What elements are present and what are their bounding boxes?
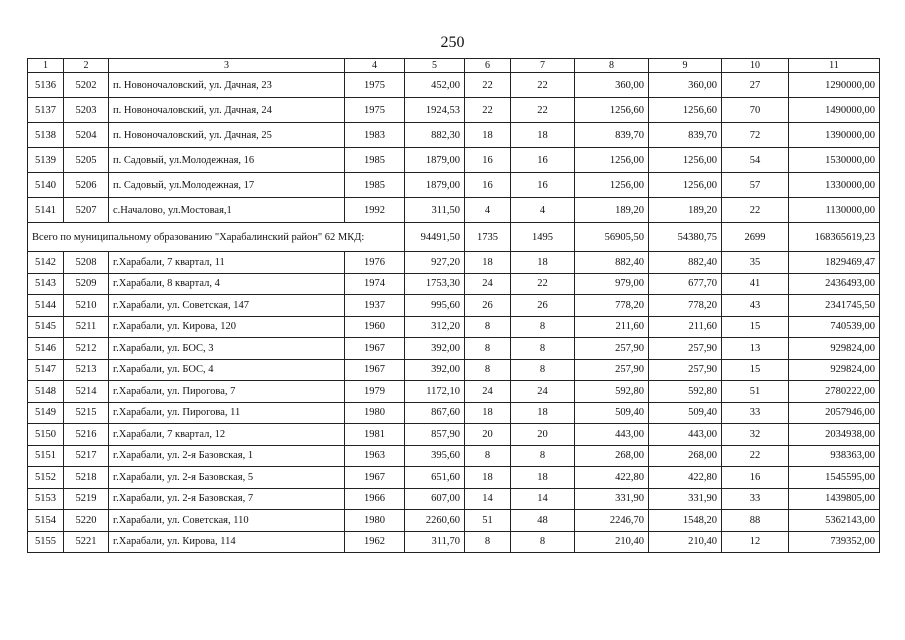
code-cell: 5212 — [64, 338, 109, 360]
residents-cell: 12 — [722, 531, 789, 553]
header-cell-4: 4 — [345, 59, 405, 73]
row-number-cell: 5147 — [28, 359, 64, 381]
residents-cell: 51 — [722, 381, 789, 403]
col-7-cell: 22 — [511, 98, 575, 123]
area-total-cell: 927,20 — [405, 252, 465, 274]
table-row — [28, 148, 880, 173]
address-cell: г.Харабали, 7 квартал, 12 — [109, 424, 345, 446]
code-cell: 5215 — [64, 402, 109, 424]
area-total-cell: 995,60 — [405, 295, 465, 317]
code-cell: 5210 — [64, 295, 109, 317]
residents-cell: 41 — [722, 273, 789, 295]
table-row — [28, 359, 880, 381]
row-number-cell: 5139 — [28, 148, 64, 173]
address-cell: г.Харабали, ул. БОС, 4 — [109, 359, 345, 381]
area-living-cell: 882,40 — [575, 252, 649, 274]
residents-cell: 22 — [722, 198, 789, 223]
total-col-7-cell: 1495 — [511, 223, 575, 252]
address-cell: г.Харабали, ул. Советская, 110 — [109, 510, 345, 532]
area-8-cell: 677,70 — [649, 273, 722, 295]
year-cell: 1967 — [345, 359, 405, 381]
area-total-cell: 395,60 — [405, 445, 465, 467]
area-total-cell: 651,60 — [405, 467, 465, 489]
address-cell: г.Харабали, ул. Пирогова, 11 — [109, 402, 345, 424]
col-7-cell: 8 — [511, 531, 575, 553]
address-cell: г.Харабали, ул. Кирова, 120 — [109, 316, 345, 338]
row-number-cell: 5151 — [28, 445, 64, 467]
col-6-cell: 18 — [465, 402, 511, 424]
area-living-cell: 509,40 — [575, 402, 649, 424]
header-cell-2: 2 — [64, 59, 109, 73]
col-6-cell: 8 — [465, 359, 511, 381]
col-7-cell: 26 — [511, 295, 575, 317]
address-cell: п. Новоночаловский, ул. Дачная, 25 — [109, 123, 345, 148]
amount-cell: 739352,00 — [789, 531, 880, 553]
area-8-cell: 1256,00 — [649, 148, 722, 173]
total-col-6-cell: 1735 — [465, 223, 511, 252]
area-8-cell: 1256,60 — [649, 98, 722, 123]
header-cell-5: 5 — [405, 59, 465, 73]
area-8-cell: 189,20 — [649, 198, 722, 223]
residents-cell: 33 — [722, 488, 789, 510]
address-cell: с.Началово, ул.Мостовая,1 — [109, 198, 345, 223]
year-cell: 1975 — [345, 98, 405, 123]
area-8-cell: 211,60 — [649, 316, 722, 338]
area-living-cell: 592,80 — [575, 381, 649, 403]
row-number-cell: 5145 — [28, 316, 64, 338]
total-label: Всего по муниципальному образованию "Харабалинский район" 62 МКД: — [28, 223, 405, 252]
area-8-cell: 443,00 — [649, 424, 722, 446]
area-8-cell: 331,90 — [649, 488, 722, 510]
col-7-cell: 20 — [511, 424, 575, 446]
table-row — [28, 198, 880, 223]
col-7-cell: 18 — [511, 467, 575, 489]
col-6-cell: 14 — [465, 488, 511, 510]
col-7-cell: 8 — [511, 445, 575, 467]
table-row — [28, 445, 880, 467]
address-cell: г.Харабали, 7 квартал, 11 — [109, 252, 345, 274]
table-row — [28, 295, 880, 317]
row-number-cell: 5140 — [28, 173, 64, 198]
col-7-cell: 16 — [511, 173, 575, 198]
total-area-total-cell: 94491,50 — [405, 223, 465, 252]
address-cell: г.Харабали, ул. Советская, 147 — [109, 295, 345, 317]
area-living-cell: 360,00 — [575, 73, 649, 98]
address-cell: г.Харабали, ул. Пирогова, 7 — [109, 381, 345, 403]
col-7-cell: 48 — [511, 510, 575, 532]
area-8-cell: 882,40 — [649, 252, 722, 274]
area-living-cell: 778,20 — [575, 295, 649, 317]
area-total-cell: 1924,53 — [405, 98, 465, 123]
code-cell: 5219 — [64, 488, 109, 510]
table-row — [28, 316, 880, 338]
area-total-cell: 311,50 — [405, 198, 465, 223]
code-cell: 5211 — [64, 316, 109, 338]
amount-cell: 1545595,00 — [789, 467, 880, 489]
code-cell: 5218 — [64, 467, 109, 489]
code-cell: 5217 — [64, 445, 109, 467]
year-cell: 1960 — [345, 316, 405, 338]
housing-register-table — [27, 58, 880, 553]
code-cell: 5209 — [64, 273, 109, 295]
amount-cell: 2057946,00 — [789, 402, 880, 424]
col-6-cell: 18 — [465, 467, 511, 489]
row-number-cell: 5155 — [28, 531, 64, 553]
address-cell: г.Харабали, ул. БОС, 3 — [109, 338, 345, 360]
residents-cell: 54 — [722, 148, 789, 173]
code-cell: 5205 — [64, 148, 109, 173]
area-living-cell: 189,20 — [575, 198, 649, 223]
area-living-cell: 257,90 — [575, 359, 649, 381]
area-total-cell: 1172,10 — [405, 381, 465, 403]
amount-cell: 740539,00 — [789, 316, 880, 338]
col-7-cell: 16 — [511, 148, 575, 173]
total-area-8-cell: 54380,75 — [649, 223, 722, 252]
address-cell: г.Харабали, 8 квартал, 4 — [109, 273, 345, 295]
year-cell: 1979 — [345, 381, 405, 403]
address-cell: п. Садовый, ул.Молодежная, 17 — [109, 173, 345, 198]
header-cell-3: 3 — [109, 59, 345, 73]
year-cell: 1937 — [345, 295, 405, 317]
row-number-cell: 5137 — [28, 98, 64, 123]
residents-cell: 27 — [722, 73, 789, 98]
header-cell-6: 6 — [465, 59, 511, 73]
area-total-cell: 882,30 — [405, 123, 465, 148]
row-number-cell: 5148 — [28, 381, 64, 403]
table-body — [28, 59, 880, 553]
table-row — [28, 424, 880, 446]
table-row — [28, 488, 880, 510]
area-total-cell: 312,20 — [405, 316, 465, 338]
area-8-cell: 210,40 — [649, 531, 722, 553]
residents-cell: 16 — [722, 467, 789, 489]
amount-cell: 2034938,00 — [789, 424, 880, 446]
area-living-cell: 839,70 — [575, 123, 649, 148]
residents-cell: 33 — [722, 402, 789, 424]
col-6-cell: 16 — [465, 148, 511, 173]
address-cell: п. Новоночаловский, ул. Дачная, 23 — [109, 73, 345, 98]
year-cell: 1980 — [345, 510, 405, 532]
col-6-cell: 24 — [465, 381, 511, 403]
col-6-cell: 8 — [465, 445, 511, 467]
area-living-cell: 210,40 — [575, 531, 649, 553]
year-cell: 1983 — [345, 123, 405, 148]
amount-cell: 1490000,00 — [789, 98, 880, 123]
code-cell: 5203 — [64, 98, 109, 123]
row-number-cell: 5152 — [28, 467, 64, 489]
residents-cell: 72 — [722, 123, 789, 148]
table-row — [28, 252, 880, 274]
area-8-cell: 257,90 — [649, 359, 722, 381]
total-row — [28, 223, 880, 252]
col-6-cell: 51 — [465, 510, 511, 532]
header-cell-11: 11 — [789, 59, 880, 73]
area-8-cell: 592,80 — [649, 381, 722, 403]
col-6-cell: 22 — [465, 73, 511, 98]
amount-cell: 1530000,00 — [789, 148, 880, 173]
row-number-cell: 5142 — [28, 252, 64, 274]
year-cell: 1966 — [345, 488, 405, 510]
area-total-cell: 311,70 — [405, 531, 465, 553]
residents-cell: 15 — [722, 316, 789, 338]
code-cell: 5214 — [64, 381, 109, 403]
residents-cell: 32 — [722, 424, 789, 446]
col-7-cell: 8 — [511, 316, 575, 338]
residents-cell: 13 — [722, 338, 789, 360]
table-row — [28, 73, 880, 98]
area-total-cell: 1879,00 — [405, 173, 465, 198]
area-8-cell: 1548,20 — [649, 510, 722, 532]
area-8-cell: 778,20 — [649, 295, 722, 317]
code-cell: 5213 — [64, 359, 109, 381]
area-living-cell: 2246,70 — [575, 510, 649, 532]
table-row — [28, 510, 880, 532]
area-living-cell: 268,00 — [575, 445, 649, 467]
area-8-cell: 509,40 — [649, 402, 722, 424]
area-living-cell: 331,90 — [575, 488, 649, 510]
col-7-cell: 24 — [511, 381, 575, 403]
row-number-cell: 5153 — [28, 488, 64, 510]
code-cell: 5208 — [64, 252, 109, 274]
code-cell: 5216 — [64, 424, 109, 446]
area-8-cell: 422,80 — [649, 467, 722, 489]
col-6-cell: 4 — [465, 198, 511, 223]
col-6-cell: 22 — [465, 98, 511, 123]
amount-cell: 1829469,47 — [789, 252, 880, 274]
col-7-cell: 18 — [511, 402, 575, 424]
col-6-cell: 18 — [465, 123, 511, 148]
amount-cell: 2436493,00 — [789, 273, 880, 295]
col-6-cell: 20 — [465, 424, 511, 446]
year-cell: 1985 — [345, 173, 405, 198]
code-cell: 5202 — [64, 73, 109, 98]
address-cell: г.Харабали, ул. 2-я Базовская, 1 — [109, 445, 345, 467]
year-cell: 1975 — [345, 73, 405, 98]
code-cell: 5207 — [64, 198, 109, 223]
year-cell: 1967 — [345, 467, 405, 489]
code-cell: 5204 — [64, 123, 109, 148]
col-6-cell: 8 — [465, 316, 511, 338]
row-number-cell: 5146 — [28, 338, 64, 360]
col-7-cell: 22 — [511, 273, 575, 295]
table-row — [28, 402, 880, 424]
amount-cell: 1439805,00 — [789, 488, 880, 510]
year-cell: 1980 — [345, 402, 405, 424]
area-living-cell: 1256,00 — [575, 173, 649, 198]
col-7-cell: 8 — [511, 359, 575, 381]
residents-cell: 57 — [722, 173, 789, 198]
table-row — [28, 531, 880, 553]
col-7-cell: 18 — [511, 123, 575, 148]
table-row — [28, 467, 880, 489]
year-cell: 1985 — [345, 148, 405, 173]
total-area-living-cell: 56905,50 — [575, 223, 649, 252]
col-6-cell: 8 — [465, 531, 511, 553]
col-7-cell: 22 — [511, 73, 575, 98]
area-8-cell: 1256,00 — [649, 173, 722, 198]
table-row — [28, 381, 880, 403]
area-total-cell: 867,60 — [405, 402, 465, 424]
col-6-cell: 16 — [465, 173, 511, 198]
residents-cell: 22 — [722, 445, 789, 467]
table-row — [28, 123, 880, 148]
amount-cell: 2780222,00 — [789, 381, 880, 403]
table-row — [28, 273, 880, 295]
row-number-cell: 5138 — [28, 123, 64, 148]
address-cell: г.Харабали, ул. Кирова, 114 — [109, 531, 345, 553]
residents-cell: 88 — [722, 510, 789, 532]
header-row — [28, 59, 880, 73]
address-cell: п. Садовый, ул.Молодежная, 16 — [109, 148, 345, 173]
residents-cell: 70 — [722, 98, 789, 123]
col-6-cell: 18 — [465, 252, 511, 274]
area-living-cell: 979,00 — [575, 273, 649, 295]
area-8-cell: 257,90 — [649, 338, 722, 360]
area-total-cell: 2260,60 — [405, 510, 465, 532]
area-living-cell: 1256,00 — [575, 148, 649, 173]
residents-cell: 15 — [722, 359, 789, 381]
col-7-cell: 18 — [511, 252, 575, 274]
address-cell: п. Новоночаловский, ул. Дачная, 24 — [109, 98, 345, 123]
row-number-cell: 5150 — [28, 424, 64, 446]
row-number-cell: 5141 — [28, 198, 64, 223]
area-total-cell: 452,00 — [405, 73, 465, 98]
address-cell: г.Харабали, ул. 2-я Базовская, 5 — [109, 467, 345, 489]
amount-cell: 938363,00 — [789, 445, 880, 467]
amount-cell: 2341745,50 — [789, 295, 880, 317]
year-cell: 1963 — [345, 445, 405, 467]
header-cell-1: 1 — [28, 59, 64, 73]
code-cell: 5220 — [64, 510, 109, 532]
amount-cell: 929824,00 — [789, 359, 880, 381]
amount-cell: 1130000,00 — [789, 198, 880, 223]
header-cell-9: 9 — [649, 59, 722, 73]
area-total-cell: 607,00 — [405, 488, 465, 510]
area-living-cell: 211,60 — [575, 316, 649, 338]
residents-cell: 35 — [722, 252, 789, 274]
amount-cell: 929824,00 — [789, 338, 880, 360]
area-8-cell: 268,00 — [649, 445, 722, 467]
area-living-cell: 422,80 — [575, 467, 649, 489]
area-8-cell: 360,00 — [649, 73, 722, 98]
residents-cell: 43 — [722, 295, 789, 317]
code-cell: 5221 — [64, 531, 109, 553]
year-cell: 1967 — [345, 338, 405, 360]
area-living-cell: 1256,60 — [575, 98, 649, 123]
year-cell: 1974 — [345, 273, 405, 295]
table-row — [28, 98, 880, 123]
area-total-cell: 392,00 — [405, 338, 465, 360]
year-cell: 1962 — [345, 531, 405, 553]
total-amount-cell: 168365619,23 — [789, 223, 880, 252]
address-cell: г.Харабали, ул. 2-я Базовская, 7 — [109, 488, 345, 510]
total-residents-cell: 2699 — [722, 223, 789, 252]
page-number: 250 — [440, 34, 465, 51]
area-living-cell: 443,00 — [575, 424, 649, 446]
area-total-cell: 392,00 — [405, 359, 465, 381]
row-number-cell: 5136 — [28, 73, 64, 98]
code-cell: 5206 — [64, 173, 109, 198]
area-8-cell: 839,70 — [649, 123, 722, 148]
area-total-cell: 857,90 — [405, 424, 465, 446]
header-cell-8: 8 — [575, 59, 649, 73]
year-cell: 1981 — [345, 424, 405, 446]
col-7-cell: 14 — [511, 488, 575, 510]
year-cell: 1992 — [345, 198, 405, 223]
col-7-cell: 8 — [511, 338, 575, 360]
area-total-cell: 1753,30 — [405, 273, 465, 295]
row-number-cell: 5149 — [28, 402, 64, 424]
col-6-cell: 24 — [465, 273, 511, 295]
area-total-cell: 1879,00 — [405, 148, 465, 173]
year-cell: 1976 — [345, 252, 405, 274]
amount-cell: 1390000,00 — [789, 123, 880, 148]
col-6-cell: 8 — [465, 338, 511, 360]
col-6-cell: 26 — [465, 295, 511, 317]
col-7-cell: 4 — [511, 198, 575, 223]
table-row — [28, 173, 880, 198]
header-cell-7: 7 — [511, 59, 575, 73]
area-living-cell: 257,90 — [575, 338, 649, 360]
row-number-cell: 5144 — [28, 295, 64, 317]
row-number-cell: 5143 — [28, 273, 64, 295]
table-row — [28, 338, 880, 360]
amount-cell: 5362143,00 — [789, 510, 880, 532]
row-number-cell: 5154 — [28, 510, 64, 532]
header-cell-10: 10 — [722, 59, 789, 73]
amount-cell: 1330000,00 — [789, 173, 880, 198]
amount-cell: 1290000,00 — [789, 73, 880, 98]
